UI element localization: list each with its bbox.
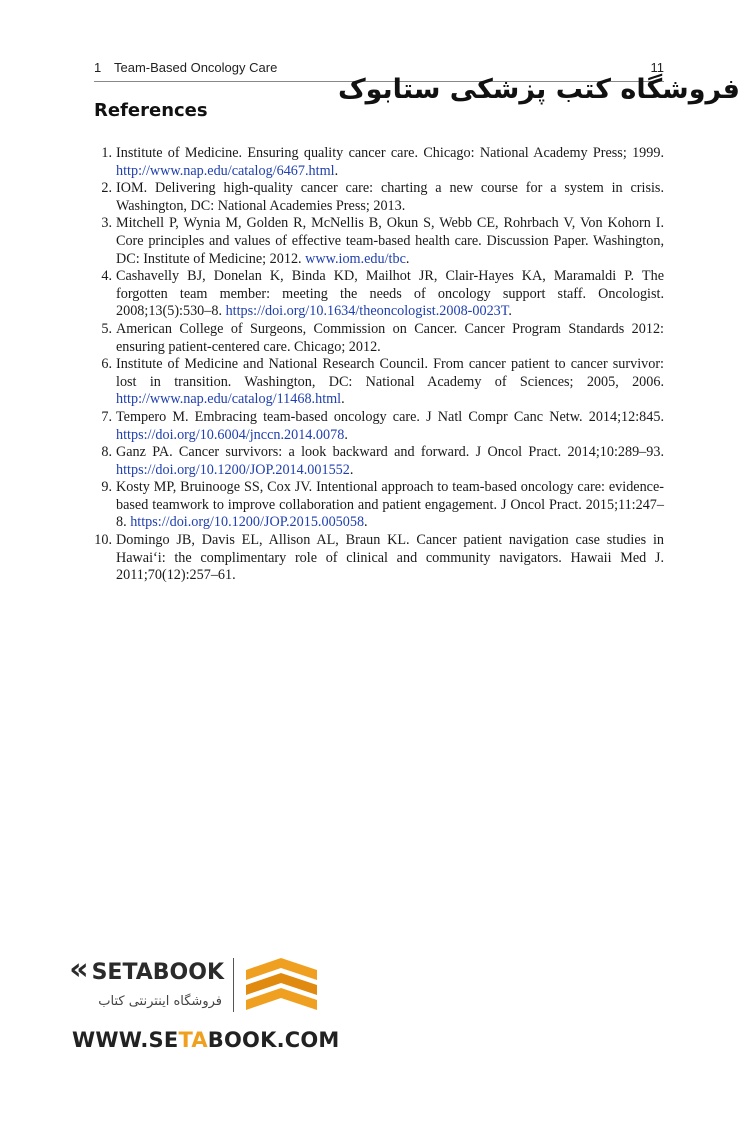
reference-tail: .	[334, 162, 339, 179]
reference-number: 5.	[101, 320, 112, 337]
reference-tail: .	[349, 461, 354, 478]
double-chevron-left-icon: «	[69, 952, 88, 987]
site-url[interactable]	[72, 1028, 340, 1052]
page-number: 11	[650, 60, 664, 75]
reference-link[interactable]: www.iom.edu/tbc	[305, 250, 406, 267]
url-part-2: BOOK.COM	[207, 1028, 340, 1052]
reference-list	[94, 145, 664, 585]
chapter-number: 1	[94, 60, 102, 75]
reference-link[interactable]: https://doi.org/10.1634/theoncologist.2008-0023T	[225, 303, 509, 320]
reference-item	[94, 356, 664, 409]
reference-number: 4.	[101, 268, 112, 285]
watermark-text: فروشگاه کتب پزشکی ستابوک	[337, 74, 740, 105]
reference-number: 8.	[101, 444, 112, 461]
logo-subtitle: فروشگاه اینترنتی کتاب	[98, 994, 222, 1009]
reference-text: American College of Surgeons, Commission on Cancer. Cancer Program Standards 2012: ensuring patient-centered care. Chicago; 2012.	[116, 320, 664, 355]
reference-number: 7.	[101, 408, 112, 425]
reference-tail: .	[364, 514, 368, 531]
reference-link[interactable]: https://doi.org/10.1200/JOP.2015.005058	[130, 514, 365, 531]
reference-link[interactable]: http://www.nap.edu/catalog/11468.html	[116, 391, 342, 408]
reference-number: 1.	[101, 145, 112, 161]
reference-item	[94, 215, 664, 268]
reference-text: Tempero M. Embracing team-based oncology care. J Natl Compr Canc Netw. 2014;12:845.	[116, 408, 664, 425]
reference-number: 6.	[101, 356, 112, 373]
reference-text: Domingo JB, Davis EL, Allison AL, Braun KL. Cancer patient navigation case studies in Hawai‘i: the complimentary role of clinical and community navigators. Hawaii Med J. 2011;70(12):257–61.	[116, 532, 664, 584]
chapter-title: Team-Based Oncology Care	[114, 60, 278, 75]
reference-item	[94, 321, 664, 356]
reference-item	[94, 180, 664, 215]
references-heading: References	[94, 100, 208, 121]
reference-tail: .	[405, 250, 410, 267]
logo-latin-text: SETABOOK	[91, 960, 224, 985]
reference-number: 9.	[101, 479, 112, 496]
url-part-1: WWW.SE	[72, 1028, 179, 1052]
reference-tail: .	[344, 426, 348, 443]
reference-tail: .	[341, 391, 345, 408]
reference-item	[94, 409, 664, 444]
book-chevron-icon	[244, 956, 319, 1016]
reference-number: 10.	[94, 532, 112, 549]
reference-text: Institute of Medicine. Ensuring quality cancer care. Chicago: National Academy Press; 1999.	[116, 145, 664, 161]
reference-text: Mitchell P, Wynia M, Golden R, McNellis B, Okun S, Webb CE, Rohrbach V, Von Kohorn I. Core principles and values of effective team-based health care. Discussion Paper. Washington, DC: Institute of Medicine; 2012.	[116, 215, 664, 267]
reference-item	[94, 145, 664, 180]
reference-link[interactable]: https://doi.org/10.6004/jnccn.2014.0078	[116, 426, 345, 443]
reference-item	[94, 532, 664, 585]
reference-tail: .	[508, 303, 512, 320]
reference-item	[94, 268, 664, 321]
logo-wordmark	[64, 948, 224, 992]
reference-link[interactable]: https://doi.org/10.1200/JOP.2014.001552	[116, 461, 350, 478]
reference-number: 2.	[101, 180, 112, 197]
reference-item	[94, 479, 664, 532]
url-part-accent: TA	[178, 1028, 208, 1052]
logo-divider	[233, 958, 234, 1012]
reference-text: IOM. Delivering high-quality cancer care: charting a new course for a system in crisis. Washington, DC: National Academies Press; 2013.	[116, 180, 664, 214]
reference-text: Ganz PA. Cancer survivors: a look backward and forward. J Oncol Pract. 2014;10:289–93.	[116, 444, 664, 461]
reference-number: 3.	[101, 215, 112, 232]
reference-item	[94, 444, 664, 479]
reference-text: Institute of Medicine and National Research Council. From cancer patient to cancer survivor: lost in transition. Washington, DC: National Academy of Sciences; 2005, 2006.	[116, 356, 664, 390]
reference-link[interactable]: http://www.nap.edu/catalog/6467.html	[116, 162, 335, 179]
reference-text: Kosty MP, Bruinooge SS, Cox JV. Intentional approach to team-based oncology care: evidence-based teamwork to improve collaboration and patient engagement. J Oncol Pract. 2015;11:247–8.	[116, 479, 664, 531]
reference-text: Cashavelly BJ, Donelan K, Binda KD, Mailhot JR, Clair-Hayes KA, Maramaldi P. The forgotten team member: meeting the needs of oncology support staff. Oncologist. 2008;13(5):530–8.	[116, 268, 664, 320]
